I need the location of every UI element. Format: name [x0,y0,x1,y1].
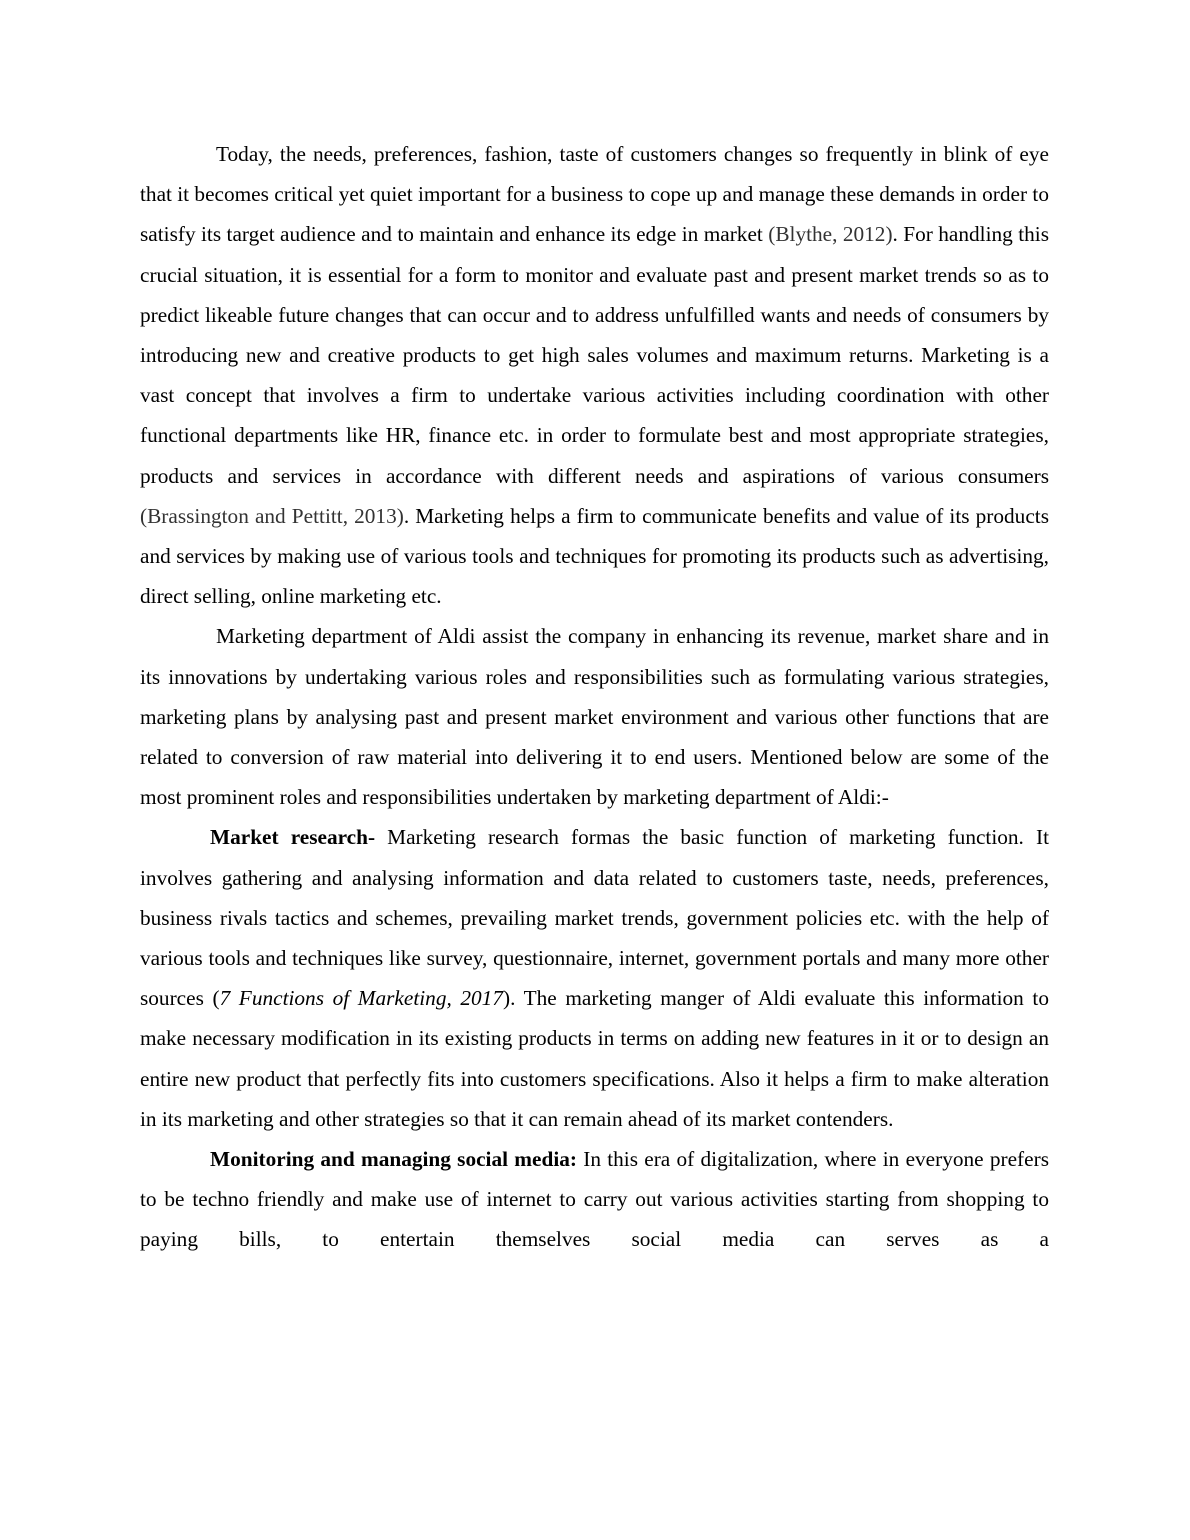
paragraph-intro-text-c: . Marketing helps a firm to communicate benefits and value of its products and services by making use of various tools and techniques for promoting its products such as advertising, direct selling, online marketing etc. [140,503,1049,609]
paragraph-social-media [140,1139,1049,1260]
paragraph-market-research-text-a: Marketing research formas the basic function of marketing function. It involves gathering and analysing information and data related to customers taste, needs, preferences, business rivals tactics and schemes, prevailing market trends, government policies etc. with the help of various tools and techniques like survey, questionnaire, internet, government portals and many more other sources ( [140,825,1049,1011]
heading-social-media: Monitoring and managing social media: [210,1147,577,1172]
paragraph-aldi-marketing [140,616,1049,817]
citation-7-functions: 7 Functions of Marketing, 2017 [219,986,503,1011]
document-page [140,134,1049,1260]
paragraph-intro [140,134,1049,616]
paragraph-intro-text-b: . For handling this crucial situation, it is essential for a form to monitor and evaluate past and present market trends so as to predict likeable future changes that can occur and to address unfulfilled wants and needs of consumers by introducing new and creative products to get high sales volumes and maximum returns. Marketing is a vast concept that involves a firm to undertake various activities including coordination with other functional departments like HR, finance etc. in order to formulate best and most appropriate strategies, products and services in accordance with different needs and aspirations of various consumers [140,222,1049,488]
citation-blythe: (Blythe, 2012) [768,222,893,247]
paragraph-social-media-text: In this era of digitalization, where in everyone prefers to be techno friendly and make use of internet to carry out various activities starting from shopping to paying bills, to entertain themselves social media can serves as a [140,1147,1049,1252]
paragraph-intro-text-a: Today, the needs, preferences, fashion, taste of customers changes so frequently in blink of eye that it becomes critical yet quiet important for a business to cope up and manage these demands in order to satisfy its target audience and to maintain and enhance its edge in market [140,142,1049,247]
paragraph-market-research-text-b: ). The marketing manger of Aldi evaluate this information to make necessary modification in its existing products in terms on adding new features in it or to design an entire new product that perfectly fits into customers specifications. Also it helps a firm to make alteration in its marketing and other strategies so that it can remain ahead of its market contenders. [140,986,1049,1131]
heading-market-research: Market research- [210,825,376,850]
citation-brassington: (Brassington and Pettitt, 2013) [140,503,404,528]
paragraph-aldi-marketing-text: Marketing department of Aldi assist the company in enhancing its revenue, market share and in its innovations by undertaking various roles and responsibilities such as formulating various strategies, marketing plans by analysing past and present market environment and various other functions that are related to conversion of raw material into delivering it to end users. Mentioned below are some of the most prominent roles and responsibilities undertaken by marketing department of Aldi:- [140,624,1049,810]
paragraph-market-research [140,817,1049,1139]
